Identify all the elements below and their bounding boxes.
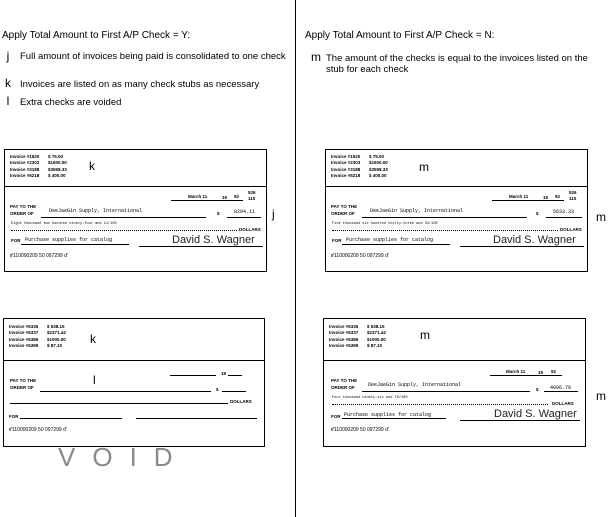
dollars-label: DOLLARS: [560, 227, 582, 232]
stub-line: Invoice #6337 $2371.44: [329, 330, 386, 336]
stub-line: Invoice #6336 $ 638.15: [9, 324, 65, 329]
year-suffix: 92: [555, 194, 561, 199]
stub-line: Invoice #3188 $3558.33: [331, 166, 388, 172]
payee-name: DeeJaeGin Supply, International: [370, 208, 464, 214]
year-prefix: 19: [538, 370, 544, 375]
payee-name: DeeJaeGin Supply, International: [368, 382, 462, 388]
pay-to-label: PAY TO THE: [10, 378, 37, 383]
amount-line: [227, 217, 261, 218]
stub-line: Invoice #6399 $ 87.10: [329, 342, 383, 348]
stub-marker: m: [419, 160, 429, 174]
amount-in-words: Eight thousand two hundred ninety-four and 11/100: [11, 222, 117, 226]
signature-line: [136, 418, 257, 419]
memo-line: [342, 418, 446, 419]
check-date: March 11: [188, 194, 208, 199]
memo-text: Purchase supplies for catalog: [25, 237, 113, 243]
side-marker-j: j: [272, 207, 275, 221]
currency-sign: $: [217, 211, 220, 216]
stub-line: Invoice #3188 $3558.33: [10, 166, 67, 172]
payee-line: [41, 217, 206, 218]
amount-line: [544, 391, 578, 392]
check-stub: [324, 319, 585, 361]
year-prefix: 19: [221, 371, 227, 376]
micr-icon: ⑈: [331, 427, 335, 433]
stub-lines: [9, 324, 66, 349]
memo-line: [21, 244, 129, 245]
check-stub: [5, 150, 266, 187]
signature: David S. Wagner: [172, 234, 255, 246]
words-line: [11, 230, 237, 231]
note-text-k: Invoices are listed on as many check stubs as necessary: [20, 79, 260, 90]
check-date: March 11: [509, 194, 529, 199]
stub-line: Invoice #2303 $1600.00: [10, 160, 67, 166]
stub-line: Invoice #1620 $ 75.00: [331, 154, 385, 159]
year-prefix: 19: [543, 195, 549, 200]
dollars-label: DOLLARS: [239, 227, 261, 232]
check-stub: [326, 150, 587, 187]
left-check-1: [4, 149, 267, 272]
signature-line: [139, 246, 263, 247]
signature-line: [460, 420, 580, 421]
date-line: [170, 375, 216, 376]
right-check-2: [323, 318, 586, 447]
signature: David S. Wagner: [493, 234, 576, 246]
memo-text: Purchase supplies for catalog: [346, 237, 434, 243]
stub-lines: [331, 154, 388, 179]
memo-text: Purchase supplies for catalog: [344, 412, 432, 418]
micr-line: ⑈110000209 50 097299 d': [10, 253, 68, 259]
micr-icon: ⑈: [9, 427, 13, 433]
year-line: [228, 375, 242, 376]
words-line: [332, 404, 548, 405]
stub-line: Invoice #6386 $1000.00: [329, 336, 386, 342]
right-check-1: [325, 149, 588, 272]
date-line: [490, 375, 562, 376]
micr-line: ⑈110000209 50 097299 d': [9, 427, 67, 433]
check-amount: 4096.78: [550, 385, 572, 391]
dollars-label: DOLLARS: [552, 401, 574, 406]
column-divider: [295, 0, 296, 517]
dollars-label: DOLLARS: [230, 399, 252, 404]
stub-line: Invoice #6336 $ 638.15: [329, 324, 385, 329]
stub-marker: m: [420, 328, 430, 342]
stub-lines: [329, 324, 386, 349]
void-watermark: VOID: [58, 442, 190, 472]
check-number-bottom: 110: [248, 196, 256, 201]
right-heading: Apply Total Amount to First A/P Check = N:: [305, 30, 495, 41]
stub-line: Invoice #6218 $ 400.00: [331, 172, 387, 178]
check-amount: 8294.11: [234, 209, 256, 215]
stub-marker: k: [90, 332, 96, 346]
stub-marker: k: [89, 159, 95, 173]
for-label: FOR: [9, 414, 19, 419]
stub-line: Invoice #6386 $1000.00: [9, 336, 66, 342]
note-text-j: Full amount of invoices being paid is consolidated to one check: [20, 51, 286, 62]
currency-sign: $: [536, 387, 539, 392]
order-of-label: ORDER OF: [10, 385, 34, 390]
signature: David S. Wagner: [494, 408, 577, 420]
note-marker-l: l: [6, 94, 10, 108]
date-line: [171, 200, 243, 201]
date-line: [492, 200, 564, 201]
order-of-label: ORDER OF: [331, 385, 355, 390]
stub-line: Invoice #2303 $1600.00: [331, 160, 388, 166]
pay-to-label: PAY TO THE: [10, 204, 37, 209]
left-heading: Apply Total Amount to First A/P Check = Y:: [2, 30, 191, 41]
left-check-2-voided: [3, 318, 265, 447]
note-marker-j: j: [6, 49, 10, 63]
stub-line: Invoice #6218 $ 400.00: [10, 172, 66, 178]
memo-line: [342, 244, 450, 245]
payee-name: DeeJaeGin Supply, International: [49, 208, 143, 214]
micr-icon: ⑈: [10, 253, 14, 259]
payee-line: [362, 217, 527, 218]
payee-line: [362, 391, 530, 392]
payee-line: [40, 391, 211, 392]
side-marker-m: m: [596, 210, 606, 224]
year-prefix: 19: [222, 195, 228, 200]
stub-line: Invoice #1620 $ 75.00: [10, 154, 64, 159]
amount-line: [222, 391, 246, 392]
currency-sign: $: [536, 211, 539, 216]
year-suffix: 92: [234, 194, 240, 199]
stub-lines: [10, 154, 67, 179]
pay-to-label: PAY TO THE: [331, 204, 358, 209]
signature-line: [460, 246, 584, 247]
side-marker-m: m: [596, 389, 606, 403]
check-date: March 11: [506, 369, 526, 374]
micr-line: ⑈110000209 50 097299 d': [331, 253, 389, 259]
check-number-bottom: 110: [569, 196, 577, 201]
year-suffix: 92: [551, 369, 557, 374]
amount-in-words: Four thousand ninety-six and 78/100: [332, 396, 408, 400]
amount-in-words: Five thousand six hundred thirty-three and 33/100: [332, 222, 438, 226]
note-marker-m: m: [311, 50, 321, 64]
check-amount: 5633.33: [553, 209, 575, 215]
stub-line: Invoice #6337 $2371.44: [9, 330, 66, 336]
order-of-label: ORDER OF: [331, 211, 355, 216]
for-label: FOR: [332, 238, 342, 243]
order-of-label: ORDER OF: [10, 211, 34, 216]
micr-line: ⑈110000209 50 097299 d': [331, 427, 389, 433]
body-marker-l: l: [93, 373, 96, 387]
amount-line: [546, 217, 582, 218]
check-stub: [4, 319, 264, 361]
for-label: FOR: [11, 238, 21, 243]
for-label: FOR: [331, 414, 341, 419]
note-text-m: The amount of the checks is equal to the invoices listed on the stub for each check: [326, 53, 588, 75]
note-marker-k: k: [5, 76, 11, 90]
micr-icon: ⑈: [331, 253, 335, 259]
stub-line: Invoice #6399 $ 87.10: [9, 342, 63, 348]
words-line: [332, 230, 558, 231]
note-text-l: Extra checks are voided: [20, 97, 122, 108]
currency-sign: $: [216, 387, 219, 392]
check-number-top: 526: [569, 190, 577, 195]
check-number-top: 526: [248, 190, 256, 195]
words-line: [10, 403, 228, 404]
memo-line: [20, 418, 122, 419]
pay-to-label: PAY TO THE: [331, 378, 358, 383]
